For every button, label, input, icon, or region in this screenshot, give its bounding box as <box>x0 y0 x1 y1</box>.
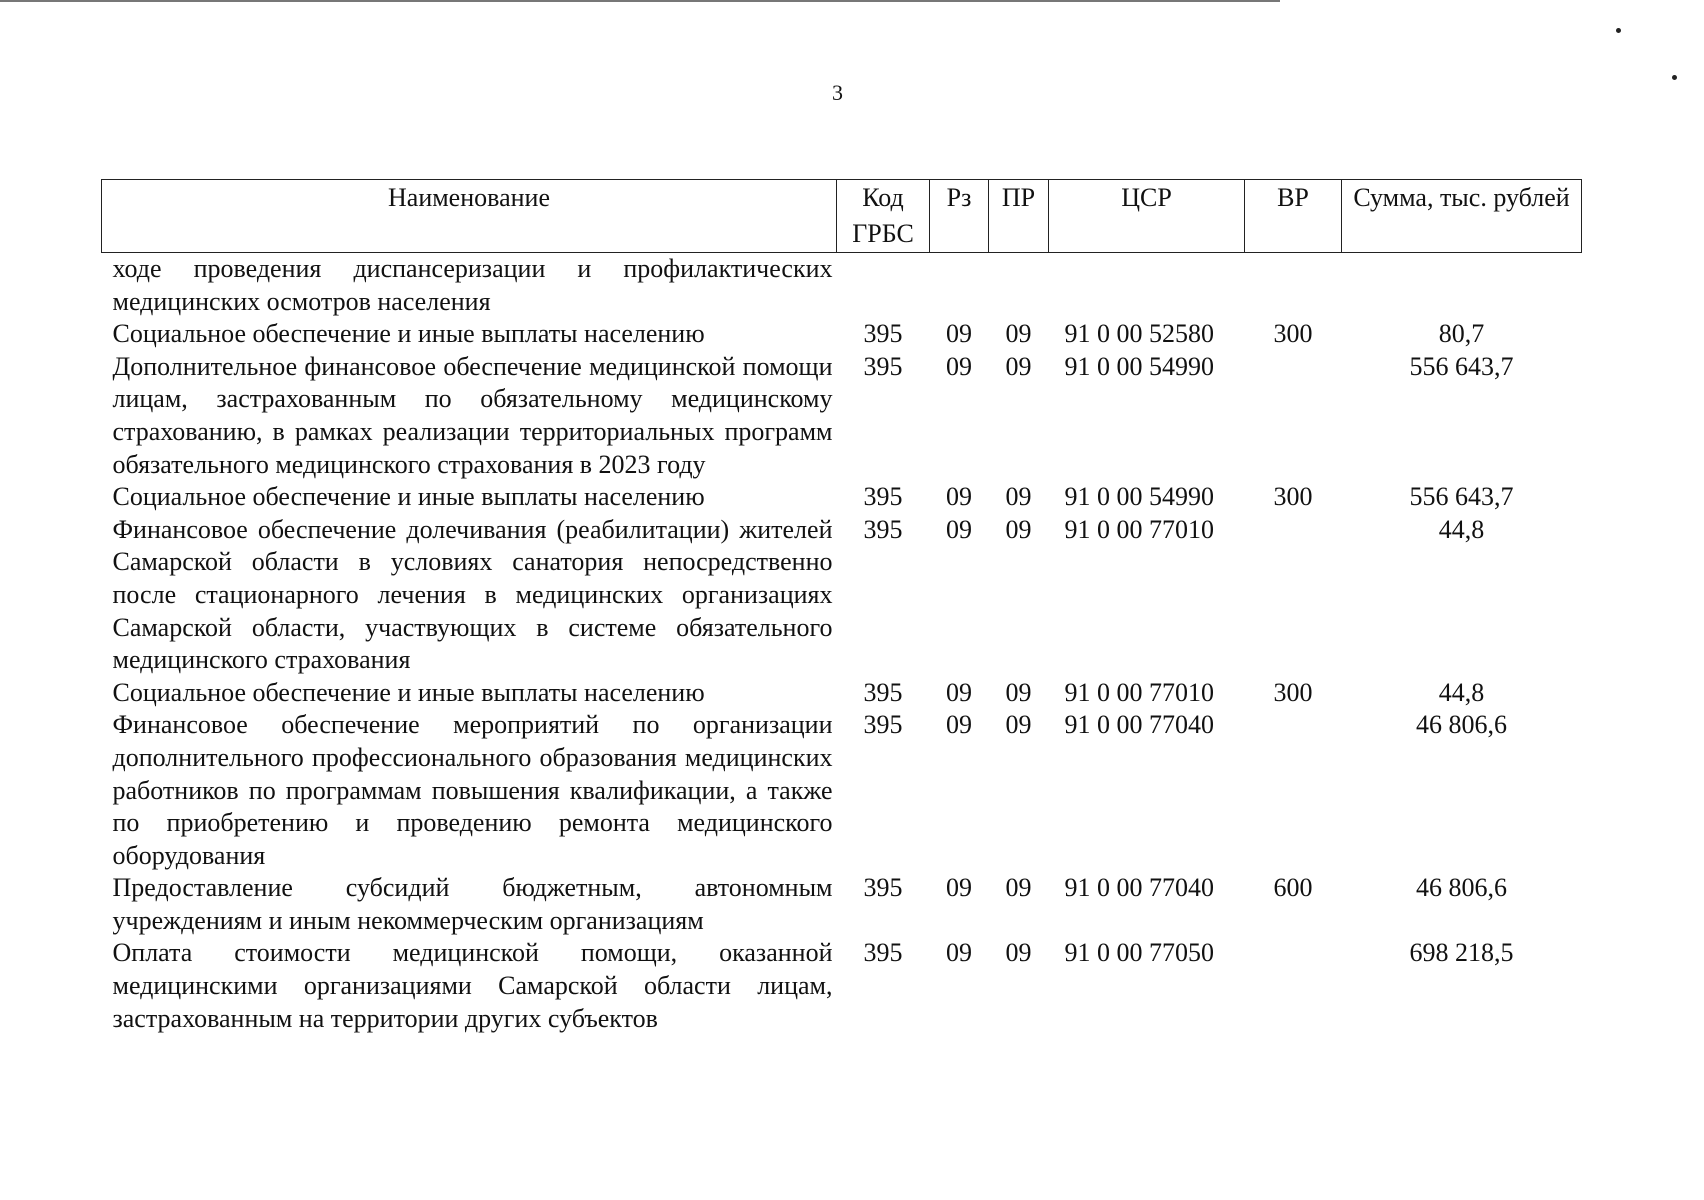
header-rz: Рз <box>930 180 989 253</box>
cell-name: Социальное обеспечение и иные выплаты населению <box>112 677 705 707</box>
cell-grbs: 395 <box>863 482 903 512</box>
cell-pr: 09 <box>1005 677 1032 707</box>
cell-csr: 91 0 00 54990 <box>1064 482 1214 512</box>
cell-rz: 09 <box>946 482 972 512</box>
cell-sum: 556 643,7 <box>1409 482 1514 512</box>
table-row <box>102 937 1582 1035</box>
table-row <box>102 872 1582 937</box>
cell-grbs: 395 <box>863 514 903 544</box>
cell-rz: 09 <box>946 710 972 740</box>
table-row <box>102 514 1582 677</box>
header-row <box>102 180 1582 253</box>
cell-grbs <box>837 253 930 319</box>
cell-name: Оплата стоимости медицинской помощи, оказанной медицинскими организациями Самарской области лицам, застрахованным на территории других субъектов <box>112 938 833 1033</box>
cell-sum: 80,7 <box>1438 319 1485 349</box>
cell-sum <box>1342 253 1582 319</box>
cell-pr: 09 <box>1005 514 1032 544</box>
cell-sum: 698 218,5 <box>1409 938 1514 968</box>
cell-vr: 300 <box>1273 319 1313 349</box>
header-vr: ВР <box>1245 180 1342 253</box>
cell-pr: 09 <box>1005 482 1032 512</box>
table-row <box>102 481 1582 514</box>
cell-rz <box>930 253 989 319</box>
table-row <box>102 253 1582 319</box>
page-number: 3 <box>832 80 843 105</box>
header-sum: Сумма, тыс. рублей <box>1342 180 1582 253</box>
table-row <box>102 677 1582 710</box>
cell-rz: 09 <box>946 351 972 381</box>
cell-grbs: 395 <box>863 938 903 968</box>
cell-csr: 91 0 00 54990 <box>1064 351 1214 381</box>
cell-pr: 09 <box>1005 873 1032 903</box>
scan-top-edge <box>0 0 1280 2</box>
table-row <box>102 351 1582 481</box>
cell-csr: 91 0 00 77010 <box>1064 514 1214 544</box>
cell-rz: 09 <box>946 319 972 349</box>
cell-pr: 09 <box>1005 938 1032 968</box>
cell-csr: 91 0 00 77040 <box>1064 873 1214 903</box>
cell-sum: 44,8 <box>1438 514 1485 544</box>
table-body <box>102 253 1582 1036</box>
cell-sum: 44,8 <box>1438 677 1485 707</box>
cell-grbs: 395 <box>863 677 903 707</box>
cell-grbs: 395 <box>863 710 903 740</box>
cell-csr <box>1049 253 1245 319</box>
table-row <box>102 709 1582 872</box>
cell-rz: 09 <box>946 514 972 544</box>
cell-pr: 09 <box>1005 351 1032 381</box>
cell-name: Дополнительное финансовое обеспечение медицинской помощи лицам, застрахованным по обязательному медицинскому страхованию, в рамках реализации территориальных программ обязательного медицинского страхования в 2023 году <box>112 351 833 479</box>
cell-vr <box>1245 351 1342 481</box>
cell-pr <box>989 253 1049 319</box>
table-header <box>102 180 1582 253</box>
cell-grbs: 395 <box>863 351 903 381</box>
budget-table <box>101 179 1581 1035</box>
cell-csr: 91 0 00 77050 <box>1064 938 1214 968</box>
cell-grbs: 395 <box>863 873 903 903</box>
cell-vr <box>1245 709 1342 872</box>
scan-speck <box>1616 28 1621 33</box>
cell-vr: 300 <box>1273 677 1313 707</box>
cell-name: Социальное обеспечение и иные выплаты населению <box>112 319 705 349</box>
cell-sum: 556 643,7 <box>1409 351 1514 381</box>
cell-name: Социальное обеспечение и иные выплаты населению <box>112 482 705 512</box>
cell-rz: 09 <box>946 938 972 968</box>
table-row <box>102 318 1582 351</box>
budget-allocation-table <box>101 179 1582 1035</box>
cell-name: Финансовое обеспечение мероприятий по организации дополнительного профессионального образования медицинских работников по программам повышения квалификации, а также по приобретению и проведению ремонта медицинского оборудования <box>112 710 833 870</box>
cell-vr <box>1245 937 1342 1035</box>
cell-vr: 300 <box>1273 482 1313 512</box>
cell-sum: 46 806,6 <box>1416 710 1507 740</box>
cell-rz: 09 <box>946 873 972 903</box>
cell-sum: 46 806,6 <box>1416 873 1507 903</box>
header-pr: ПР <box>989 180 1049 253</box>
scan-speck <box>1672 75 1677 80</box>
cell-vr: 600 <box>1273 873 1313 903</box>
cell-vr <box>1245 253 1342 319</box>
header-grbs: Код ГРБС <box>837 180 930 253</box>
header-csr: ЦСР <box>1049 180 1245 253</box>
cell-pr: 09 <box>1005 710 1032 740</box>
cell-grbs: 395 <box>863 319 903 349</box>
cell-csr: 91 0 00 77010 <box>1064 677 1214 707</box>
cell-csr: 91 0 00 52580 <box>1064 319 1214 349</box>
cell-rz: 09 <box>946 677 972 707</box>
cell-name: Предоставление субсидий бюджетным, автономным учреждениям и иным некоммерческим организациям <box>112 873 833 935</box>
header-name: Наименование <box>102 180 837 253</box>
cell-name: ходе проведения диспансеризации и профилактических медицинских осмотров населения <box>112 254 833 316</box>
cell-csr: 91 0 00 77040 <box>1064 710 1214 740</box>
cell-pr: 09 <box>1005 319 1032 349</box>
cell-vr <box>1245 514 1342 677</box>
cell-name: Финансовое обеспечение долечивания (реабилитации) жителей Самарской области в условиях санатория непосредственно после стационарного лечения в медицинских организациях Самарской области, участвующих в системе обязательного медицинского страхования <box>112 514 833 675</box>
